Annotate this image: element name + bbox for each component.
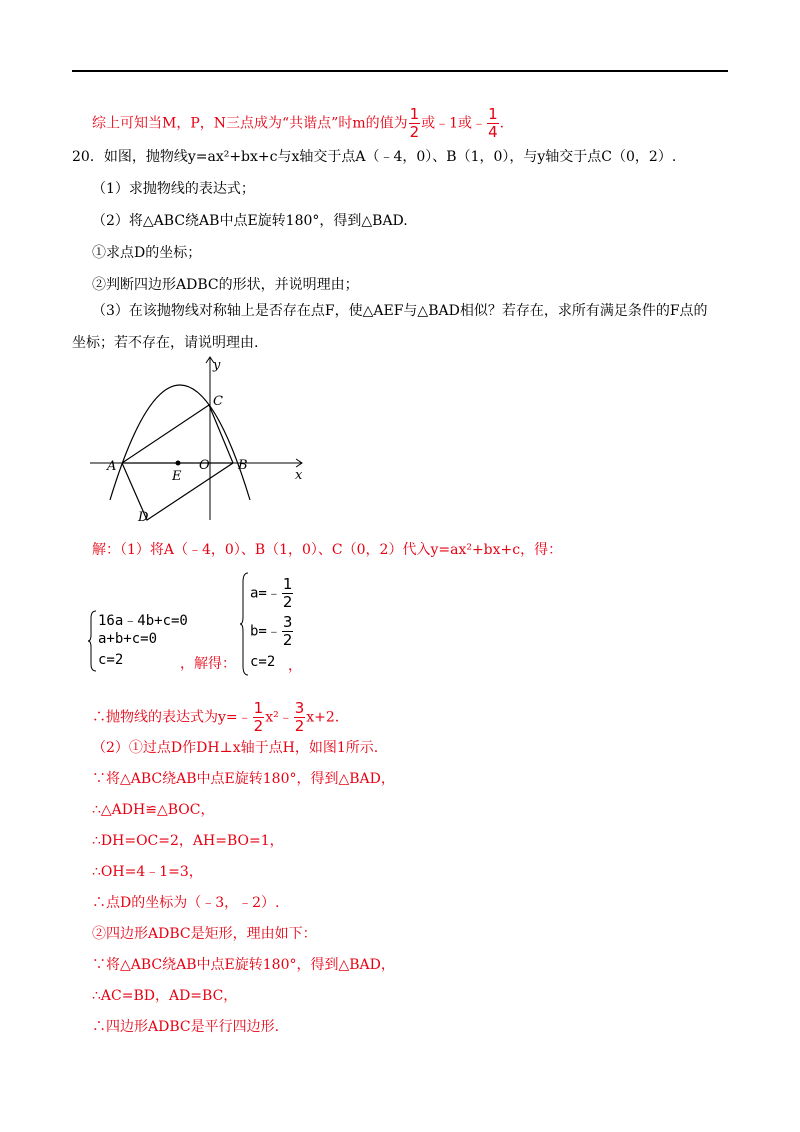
fraction: $\frac{3}{2}$ (294, 699, 305, 735)
system1-eq3: c=2 (98, 652, 124, 668)
solution-line: （2）①过点D作DH⊥x轴于点H，如图1所示. (92, 740, 379, 756)
equation-system-1 (88, 610, 188, 670)
solution-line: ∴OH=4﹣1=3， (92, 864, 203, 880)
label-O: O (199, 458, 210, 473)
parabola-figure (90, 355, 310, 525)
label-E: E (172, 469, 182, 484)
problem-stem (72, 147, 676, 167)
solution-intro: 解：（1）将A（﹣4，0）、B（1，0）、C（0，2）代入y=ax²+bx+c，得： (92, 542, 563, 558)
fraction: $\frac{1}{2}$ (253, 699, 264, 735)
label-y: y (213, 358, 221, 373)
problem-part2-1: ①求点D的坐标； (92, 245, 202, 261)
solution-line: ②四边形ADBC是矩形，理由如下： (92, 926, 317, 942)
brace-icon (240, 572, 250, 676)
solve-word: ，解得： (180, 656, 236, 672)
system1-eq1: 16a﹣4b+c=0 (98, 613, 188, 629)
problem-part2: （2）将△ABC绕AB中点E旋转180°，得到△BAD. (92, 213, 408, 229)
top-rule (72, 70, 728, 72)
fraction: $\frac{3}{2}$ (282, 613, 293, 649)
point-E (176, 461, 181, 466)
fraction: $\frac{1}{2}$ (409, 105, 420, 141)
brace-icon (88, 610, 98, 672)
fraction: $\frac{1}{2}$ (282, 575, 293, 611)
solution-line: ∴AC=BD，AD=BC， (92, 988, 238, 1004)
system-end: ， (288, 658, 302, 674)
label-A: A (107, 459, 117, 474)
conclusion-line (92, 106, 504, 141)
system2-a: a=﹣ $\frac{1}{2}$ (250, 575, 293, 611)
label-C: C (213, 394, 223, 409)
solution-line: ∵将△ABC绕AB中点E旋转180°，得到△BAD， (92, 957, 395, 973)
problem-part2-2: ②判断四边形ADBC的形状，并说明理由； (92, 277, 359, 293)
solution-line: ∴点D的坐标为（﹣3，﹣2）. (92, 895, 280, 911)
problem-stem-text: 如图，抛物线y=ax²+bx+c与x轴交于点A（﹣4，0）、B（1，0），与y轴交于点C（0，2）. (103, 149, 677, 165)
solution-line: ∵将△ABC绕AB中点E旋转180°，得到△BAD， (92, 771, 395, 787)
fraction: $\frac{1}{4}$ (488, 105, 498, 141)
label-B: B (238, 458, 248, 473)
solution-line: ∴△ADH≌△BOC， (92, 802, 215, 818)
label-D: D (138, 510, 149, 525)
label-x: x (295, 468, 303, 483)
system2-b: b=﹣ $\frac{3}{2}$ (250, 613, 293, 649)
parabola-expression: ∴抛物线的表达式为y=﹣ $\frac{1}{2}$ x²﹣ $\frac{3}{2}$ x+2. (92, 699, 340, 735)
system1-eq2: a+b+c=0 (98, 631, 158, 647)
problem-part3-line1: （3）在该抛物线对称轴上是否存在点F，使△AEF与△BAD相似？若存在，求所有满足条件的F点的 (92, 303, 708, 319)
conclusion-end: . (499, 115, 505, 132)
problem-part1: （1）求抛物线的表达式； (92, 181, 255, 197)
solution-line: ∴DH=OC=2，AH=BO=1， (92, 833, 284, 849)
conclusion-text: 综上可知当M，P，N三点成为“共谐点”时m的值为 (92, 115, 408, 132)
conclusion-mid: 或﹣1或﹣ (421, 115, 487, 132)
solution-line: ∴四边形ADBC是平行四边形. (92, 1019, 280, 1035)
problem-part3-line2: 坐标；若不存在，请说明理由. (72, 335, 259, 351)
problem-number: 20． (72, 149, 104, 165)
system2-c: c=2 (250, 654, 276, 670)
